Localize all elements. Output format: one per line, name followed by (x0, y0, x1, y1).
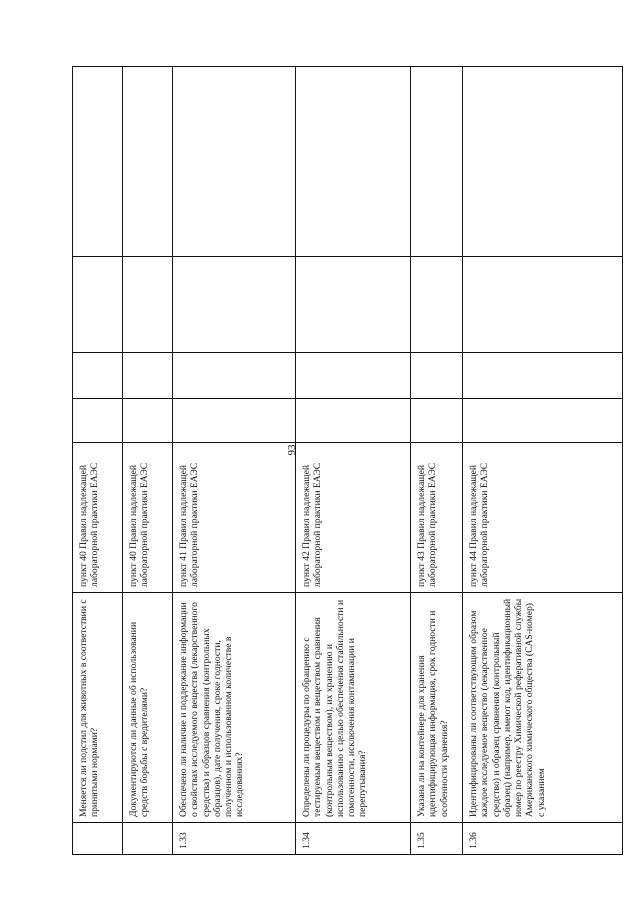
question-cell: Меняется ли подстил для животных в соответствии с принятыми нормами? (73, 593, 123, 823)
answer-cell (173, 257, 296, 353)
answer-cell (123, 353, 173, 399)
answer-cell (73, 353, 123, 399)
question-cell: Обеспечено ли наличие и поддержание информации о свойствах исследуемого вещества (лекарственного средства) и образцов сравнения (контрольных образцов), дате получения, сроке годности, полученном и использованном количестве в исследованиях? (173, 593, 296, 823)
reference-cell: пункт 41 Правил надлежащей лабораторной практики ЕАЭС (173, 443, 296, 593)
question-cell: Определены ли процедуры по обращению с тестируемым веществом и веществом сравнения (контрольным веществом), их хранению и использованию с целью обеспечения стабильности и гомогенности, исключения контаминации и перепутывания? (296, 593, 411, 823)
row-number: 1.33 (173, 823, 296, 855)
notes-cell (73, 67, 123, 257)
notes-cell (463, 67, 623, 257)
page-number: 93 (286, 444, 298, 456)
notes-cell (296, 67, 411, 257)
notes-cell (411, 67, 463, 257)
reference-cell: пункт 40 Правил надлежащей лабораторной практики ЕАЭС (73, 443, 123, 593)
answer-cell (411, 353, 463, 399)
answer-cell (296, 257, 411, 353)
row-number (123, 823, 173, 855)
answer-cell (411, 399, 463, 443)
answer-cell (463, 399, 623, 443)
answer-cell (296, 353, 411, 399)
question-cell: Указана ли на контейнере для хранения идентифицирующая информация, срок годности и особенности хранения? (411, 593, 463, 823)
table-row (123, 67, 173, 855)
row-number: 1.36 (463, 823, 623, 855)
reference-cell: пункт 43 Правил надлежащей лабораторной практики ЕАЭС (411, 443, 463, 593)
checklist-table (72, 66, 623, 855)
checklist-table-rotated (72, 67, 622, 855)
reference-cell: пункт 42 Правил надлежащей лабораторной практики ЕАЭС (296, 443, 411, 593)
answer-cell (463, 257, 623, 353)
answer-cell (173, 353, 296, 399)
answer-cell (463, 353, 623, 399)
table-row (411, 67, 463, 855)
row-number (73, 823, 123, 855)
table-row (173, 67, 296, 855)
answer-cell (411, 257, 463, 353)
answer-cell (73, 399, 123, 443)
reference-cell: пункт 40 Правил надлежащей лабораторной практики ЕАЭС (123, 443, 173, 593)
answer-cell (123, 257, 173, 353)
reference-cell: пункт 44 Правил надлежащей лабораторной практики ЕАЭС (463, 443, 623, 593)
question-cell: Идентифицированы ли соответствующим образом каждое исследуемое вещество (лекарственное средство) и образец сравнения (контрольный образец) (например, имеют код, идентификационный номер по реестру Химической реферативной службы Американского химического общества (CAS-номер) с указанием (463, 593, 623, 823)
row-number: 1.35 (411, 823, 463, 855)
table-row (296, 67, 411, 855)
answer-cell (296, 399, 411, 443)
question-cell: Документируются ли данные об использовании средств борьбы с вредителями? (123, 593, 173, 823)
row-number: 1.34 (296, 823, 411, 855)
answer-cell (73, 257, 123, 353)
notes-cell (123, 67, 173, 257)
table-row (463, 67, 623, 855)
notes-cell (173, 67, 296, 257)
answer-cell (173, 399, 296, 443)
table-row (73, 67, 123, 855)
answer-cell (123, 399, 173, 443)
